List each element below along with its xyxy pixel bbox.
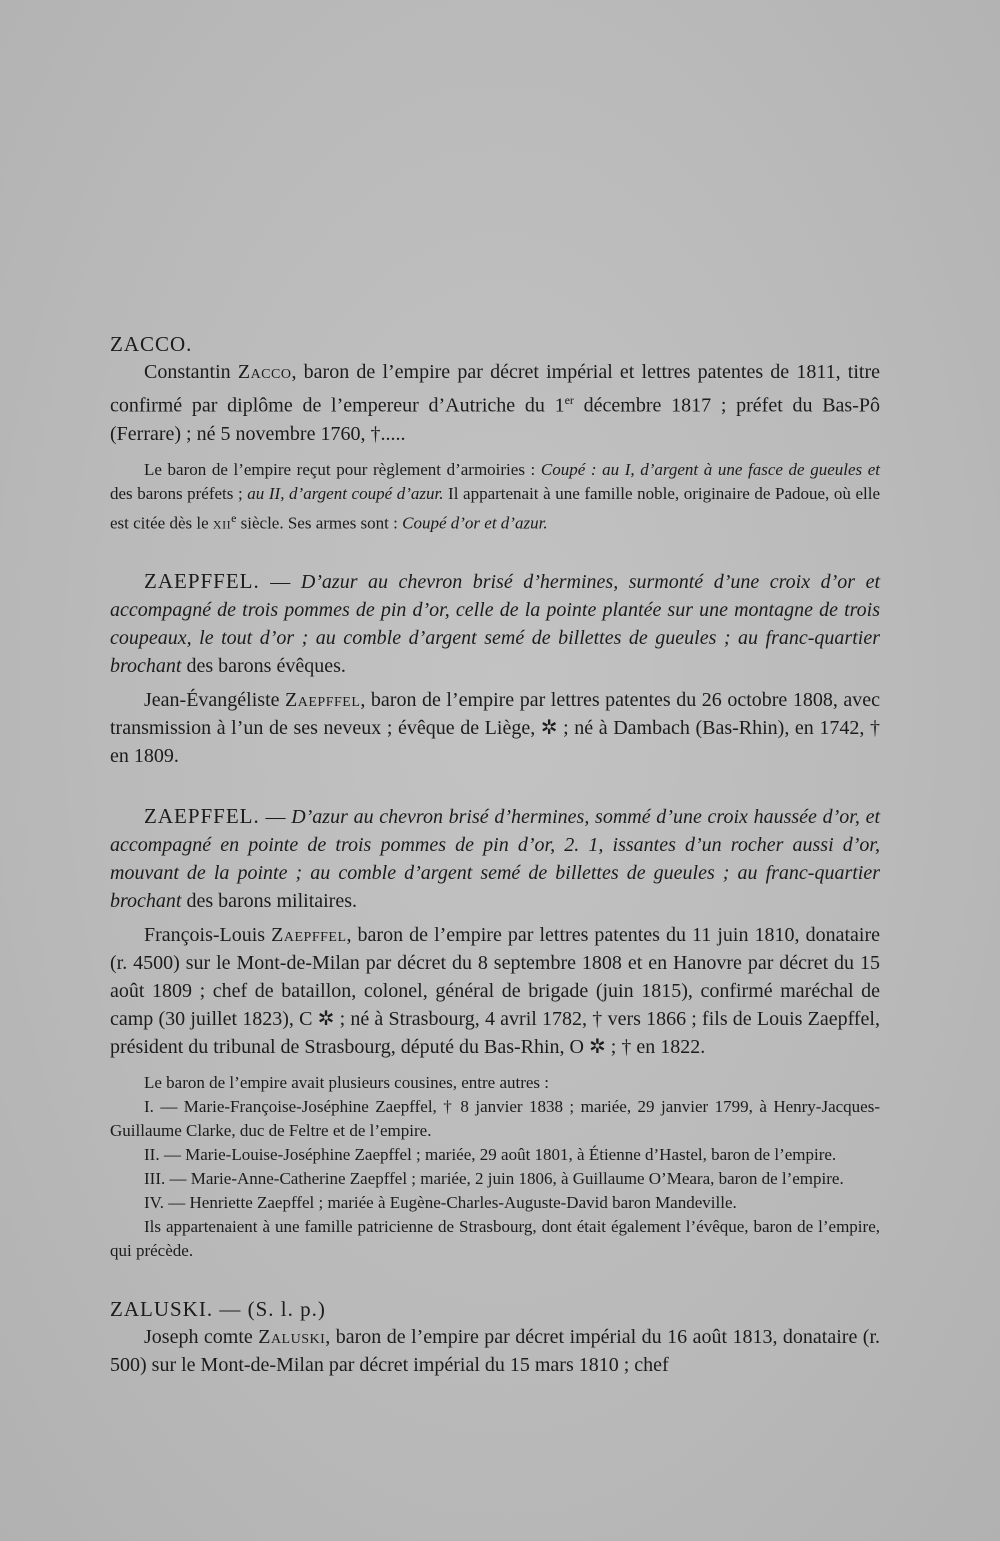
cousin-item: IV. — Henriette Zaepffel ; mariée à Eugène-Charles-Auguste-David baron Mandeville. (144, 1193, 737, 1213)
cousin-item: I. — Marie-Françoise-Joséphine Zaepffel, † 8 janvier 1838 ; mariée, 29 janvier 1799, à Henry-Jacques-Guillaume Clarke, duc de Feltre et de l’empire. (110, 1097, 880, 1141)
entry-biography (110, 921, 880, 1061)
family-name: Zaluski (258, 1326, 326, 1349)
biography-text: , baron de l’empire par décret impérial du 16 août 1813, donataire (r. 500) sur le Mont-de-Milan par décret impérial du 15 mars 1810 ; chef (110, 1326, 880, 1377)
family-name: Zaepffel (271, 924, 347, 947)
entry-zaluski (110, 1295, 880, 1379)
name-first: François-Louis (144, 924, 272, 947)
biography-text: , baron de l’empire par décret impérial et lettres patentes de 1811, titre confirmé par diplôme de l’empereur d’Autriche du 1 (110, 361, 881, 417)
entry-heading: ZALUSKI. (110, 1297, 214, 1322)
entry-heading-row (110, 1295, 880, 1323)
arms-blazon: D’azur au chevron brisé d’hermines, sommé d’une croix haussée d’or, et accompagné en pointe de trois pommes de pin d’or, 2. 1, issantes d’un rocher aussi d’or, mouvant de la pointe ; au comble d’argent semé de billettes de gueules ; au franc-quartier brochant (110, 806, 880, 913)
heading-tail: — (S. l. p.) (213, 1297, 326, 1322)
page-content (110, 330, 880, 1379)
cousin-item: II. — Marie-Louise-Joséphine Zaepffel ; mariée, 29 août 1801, à Étienne d’Hastel, baron de l’empire. (144, 1145, 837, 1165)
entry-arms (110, 567, 880, 680)
entry-heading: ZAEPFFEL. (144, 569, 260, 594)
entry-heading: ZAEPFFEL. (144, 804, 260, 829)
entry-arms (110, 802, 880, 915)
biography-text-cont: décembre 1817 ; préfet du Bas-Pô (Ferrare) ; né 5 novembre 1760, †..... (110, 394, 880, 445)
note-text: siècle. Ses armes sont : (236, 513, 403, 533)
superscript: er (564, 393, 574, 407)
name-first: Joseph comte (144, 1326, 259, 1349)
cousins-intro: Le baron de l’empire avait plusieurs cousines, entre autres : (144, 1073, 550, 1093)
note-italic: Coupé : au I, d’argent à une fasce de gueules et (540, 459, 880, 479)
entry-biography (110, 686, 880, 770)
entry-zacco (110, 330, 880, 535)
entry-biography (110, 358, 880, 448)
note-text: Le baron de l’empire reçut pour règlement d’armoiries : (144, 459, 541, 479)
biography-text: , baron de l’empire par lettres patentes du 26 octobre 1808, avec transmission à l’un de ses neveux ; évêque de Liège, ✲ ; né à Dambach (Bas-Rhin), en 1742, † en 1809. (110, 689, 880, 768)
note-italic: au II, d’argent coupé d’azur. (247, 483, 444, 503)
note-text: des barons préfets ; (110, 483, 248, 503)
note-italic: Coupé d’or et d’azur. (402, 513, 548, 533)
family-name: Zaepffel (285, 689, 361, 712)
biography-text: , baron de l’empire par lettres patentes du 11 juin 1810, donataire (r. 4500) sur le Mont-de-Milan par décret du 8 septembre 1808 et en Hanovre par décret du 15 août 1809 ; chef de bataillon, colonel, général de brigade (juin 1815), confirmé maréchal de camp (30 juillet 1823), C ✲ ; né à Strasbourg, 4 avril 1782, † vers 1866 ; fils de Louis Zaepffel, président du tribunal de Strasbourg, député du Bas-Rhin, O ✲ ; † en 1822. (110, 924, 880, 1059)
dash: — (259, 806, 292, 829)
name-first: Jean-Évangéliste (144, 689, 286, 712)
century-numeral: xii (212, 513, 232, 533)
entry-zaepffel-bishop (110, 567, 880, 770)
arms-blazon: D’azur au chevron brisé d’hermines, surmonté d’une croix d’or et accompagné de trois pommes de pin d’or, celle de la pointe plantée sur une montagne de trois coupeaux, le tout d’or ; au comble d’argent semé de billettes de gueules ; au franc-quartier brochant (110, 571, 881, 678)
entry-zaepffel-military (110, 802, 880, 1263)
entry-biography (110, 1323, 880, 1379)
arms-tail: des barons militaires. (181, 890, 358, 913)
dash: — (259, 571, 301, 594)
entry-armorial-note (110, 458, 880, 536)
entry-heading: ZACCO. (110, 332, 193, 356)
closing-note: Ils appartenaient à une famille patricienne de Strasbourg, dont était également l’évêque, baron de l’empire, qui précède. (110, 1217, 880, 1261)
name-first: Constantin (144, 361, 238, 383)
family-name: Zacco (237, 361, 292, 383)
note-text: Il appartenait à une famille noble, originaire de Padoue, où elle est citée dès le (110, 483, 880, 533)
arms-tail: des barons évêques. (181, 655, 346, 678)
superscript: e (231, 510, 237, 525)
cousin-item: III. — Marie-Anne-Catherine Zaepffel ; mariée, 2 juin 1806, à Guillaume O’Meara, baron de l’empire. (144, 1169, 844, 1189)
